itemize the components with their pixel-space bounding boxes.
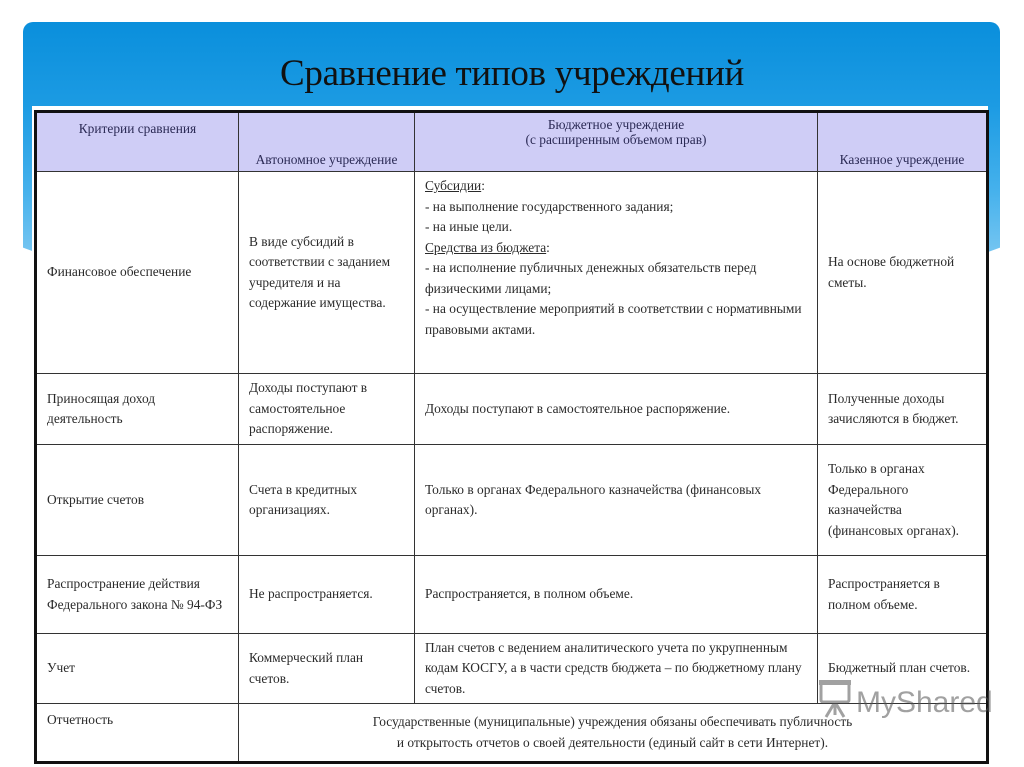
- cell-treasury: На основе бюджетной сметы.: [818, 172, 988, 374]
- cell-criteria: Открытие счетов: [36, 445, 239, 556]
- comparison-table: [34, 110, 989, 764]
- cell-autonomous: Счета в кредитных организациях.: [239, 445, 415, 556]
- cell-treasury: Бюджетный план счетов.: [818, 634, 988, 704]
- header-budget-line1: Бюджетное учреждение: [547, 117, 685, 132]
- cell-criteria: Отчетность: [36, 704, 239, 763]
- table-header-row: [36, 112, 988, 172]
- header-criteria: Критерии сравнения: [36, 112, 239, 172]
- cell-criteria: Распространение действия Федерального закона № 94-ФЗ: [36, 556, 239, 634]
- header-autonomous: Автономное учреждение: [239, 112, 415, 172]
- slide-title: Сравнение типов учреждений: [279, 53, 744, 94]
- cell-criteria: Приносящая доход деятельность: [36, 374, 239, 445]
- cell-treasury: Распространяется в полном объеме.: [818, 556, 988, 634]
- funds-heading: Средства из бюджета:: [425, 239, 550, 255]
- funds-item: - на осуществление мероприятий в соответствии с нормативными правовыми актами.: [425, 301, 802, 337]
- cell-treasury: Полученные доходы зачисляются в бюджет.: [818, 374, 988, 445]
- presentation-board-icon: [818, 679, 856, 727]
- header-treasury: Казенное учреждение: [818, 112, 988, 172]
- cell-autonomous: Доходы поступают в самостоятельное распоряжение.: [239, 374, 415, 445]
- table-row: [36, 445, 988, 556]
- cell-criteria: Учет: [36, 634, 239, 704]
- comparison-table-container: [32, 106, 988, 750]
- subsidies-heading: Субсидии:: [425, 178, 485, 193]
- cell-budget: Только в органах Федерального казначейства (финансовых органах).: [415, 445, 818, 556]
- table-row: [36, 374, 988, 445]
- cell-budget: [415, 172, 818, 374]
- cell-autonomous: Не распространяется.: [239, 556, 415, 634]
- header-budget: [415, 112, 818, 172]
- watermark-text: MyShared: [856, 686, 993, 719]
- watermark: [818, 683, 993, 723]
- cell-criteria: Финансовое обеспечение: [36, 172, 239, 374]
- reporting-line1: Государственные (муниципальные) учреждения обязаны обеспечивать публичность: [372, 714, 853, 729]
- subsidies-item: - на выполнение государственного задания;: [425, 198, 674, 214]
- table-row: [36, 172, 988, 374]
- funds-item: - на исполнение публичных денежных обязательств перед физическими лицами;: [425, 260, 757, 296]
- cell-budget: Доходы поступают в самостоятельное распоряжение.: [415, 374, 818, 445]
- header-budget-line2: (с расширенным объемом прав): [525, 132, 707, 147]
- cell-budget: Распространяется, в полном объеме.: [415, 556, 818, 634]
- cell-budget: План счетов с ведением аналитического учета по укрупненным кодам КОСГУ, а в части средств бюджета – по бюджетному плану счетов.: [415, 634, 818, 704]
- cell-autonomous: В виде субсидий в соответствии с заданием учредителя и на содержание имущества.: [239, 172, 415, 374]
- table-row: [36, 556, 988, 634]
- cell-treasury: Только в органах Федерального казначейства (финансовых органах).: [818, 445, 988, 556]
- cell-autonomous: Коммерческий план счетов.: [239, 634, 415, 704]
- subsidies-item: - на иные цели.: [425, 219, 513, 234]
- reporting-line2: и открытость отчетов о своей деятельности (единый сайт в сети Интернет).: [396, 734, 829, 750]
